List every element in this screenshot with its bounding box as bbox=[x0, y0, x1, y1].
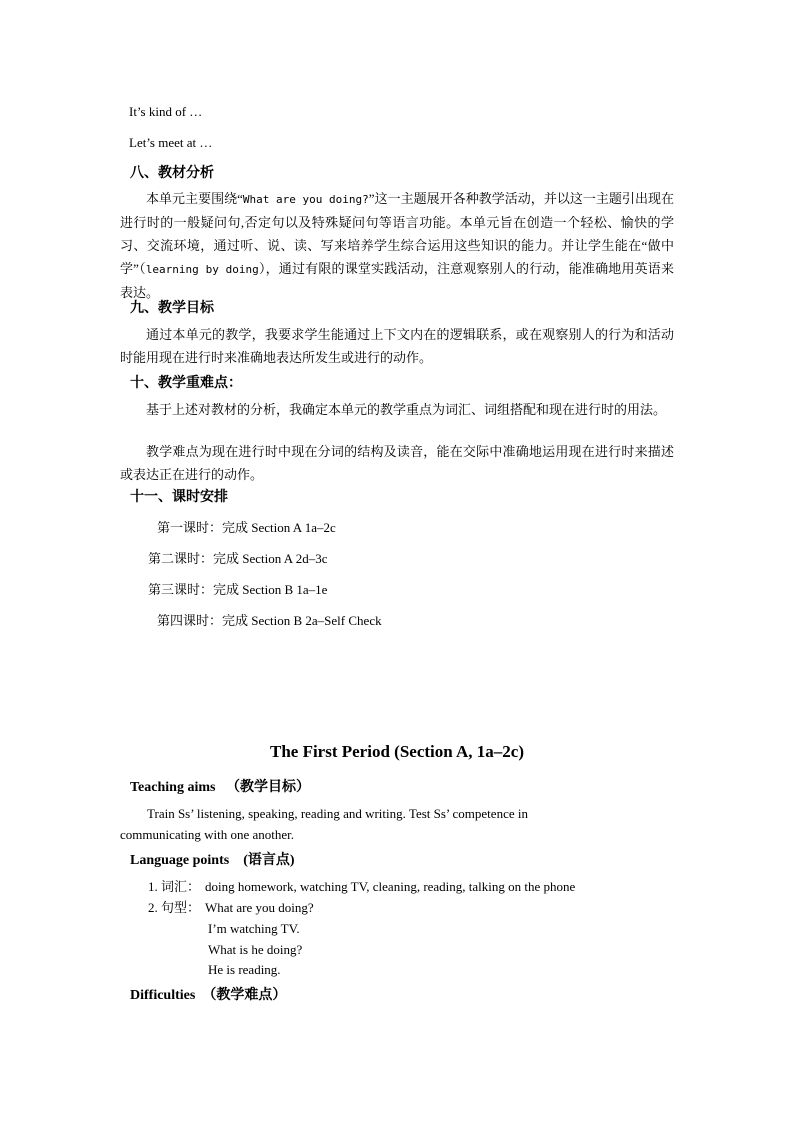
teaching-aims-en: Teaching aims bbox=[130, 780, 216, 795]
teaching-aims-cn: （教学目标） bbox=[225, 780, 310, 795]
section-8-code-1: What are you doing? bbox=[242, 193, 369, 206]
aims-line-2: communicating with one another. bbox=[120, 827, 295, 842]
section-8-heading: 八、教材分析 bbox=[130, 166, 214, 181]
first-period-title: The First Period (Section A, 1a–2c) bbox=[269, 742, 524, 761]
section-8-paragraph bbox=[120, 187, 674, 304]
vocab-text: doing homework, watching TV, cleaning, reading, talking on the phone bbox=[205, 879, 576, 894]
period-item-1: 第一课时：完成 Section A 1a–2c bbox=[157, 520, 336, 535]
vocab-line bbox=[148, 877, 575, 897]
section-8-code-2: learning by doing bbox=[145, 263, 259, 276]
section-8-text-c: ），通过有限的课堂实践活动，注意观察别人的行动，能准确地用英语来表达。 bbox=[120, 261, 674, 300]
pattern-4: He is reading. bbox=[208, 962, 281, 977]
pattern-1: What are you doing? bbox=[205, 900, 314, 915]
language-points-en: Language points bbox=[130, 853, 230, 868]
vocab-label: 1. 词汇： bbox=[148, 879, 201, 894]
section-10-paragraph-1: 基于上述对教材的分析，我确定本单元的教学重点为词汇、词组搭配和现在进行时的用法。 bbox=[146, 402, 667, 417]
section-8-text-a: 本单元主要围绕“ bbox=[146, 191, 243, 206]
pattern-label: 2. 句型： bbox=[148, 900, 201, 915]
pattern-3: What is he doing? bbox=[208, 942, 303, 957]
section-10-heading: 十、教学重难点： bbox=[130, 376, 242, 391]
language-points-cn: (语言点) bbox=[243, 853, 295, 868]
period-item-2: 第二课时：完成 Section A 2d–3c bbox=[148, 551, 328, 566]
period-item-4: 第四课时：完成 Section B 2a–Self Check bbox=[157, 613, 382, 628]
section-11-heading: 十一、课时安排 bbox=[130, 490, 228, 505]
language-points-heading bbox=[130, 851, 295, 871]
period-item-3: 第三课时：完成 Section B 1a–1e bbox=[148, 582, 328, 597]
phrase-line-1: It’s kind of … bbox=[129, 104, 203, 119]
aims-line-1: Train Ss’ listening, speaking, reading and writing. Test Ss’ competence in bbox=[147, 806, 528, 821]
difficulties-cn: （教学难点） bbox=[202, 988, 287, 1003]
section-9-paragraph: 通过本单元的教学，我要求学生能通过上下文内在的逻辑联系，或在观察别人的行为和活动时能用现在进行时来准确地表达所发生或进行的动作。 bbox=[120, 327, 674, 365]
difficulties-en: Difficulties bbox=[130, 988, 196, 1003]
difficulties-heading bbox=[130, 986, 286, 1006]
section-8-text-b: ”这一主题展开各种教学活动，并以这一主题引出现在进行时的一般疑问句,否定句以及特殊疑问句等语言功能。本单元旨在创造一个轻松、愉快的学习、交流环境，通过听、说、读、写来培养学生综合运用这些知识的能力。并让学生能在“做中学”（ bbox=[120, 191, 674, 276]
section-9-heading: 九、教学目标 bbox=[130, 301, 214, 316]
pattern-2: I’m watching TV. bbox=[208, 921, 300, 936]
section-10-paragraph-2: 教学难点为现在进行时中现在分词的结构及读音，能在交际中准确地运用现在进行时来描述或表达正在进行的动作。 bbox=[120, 444, 674, 482]
phrase-line-2: Let’s meet at … bbox=[129, 135, 213, 150]
pattern-line bbox=[148, 898, 314, 918]
teaching-aims-heading bbox=[130, 778, 310, 798]
